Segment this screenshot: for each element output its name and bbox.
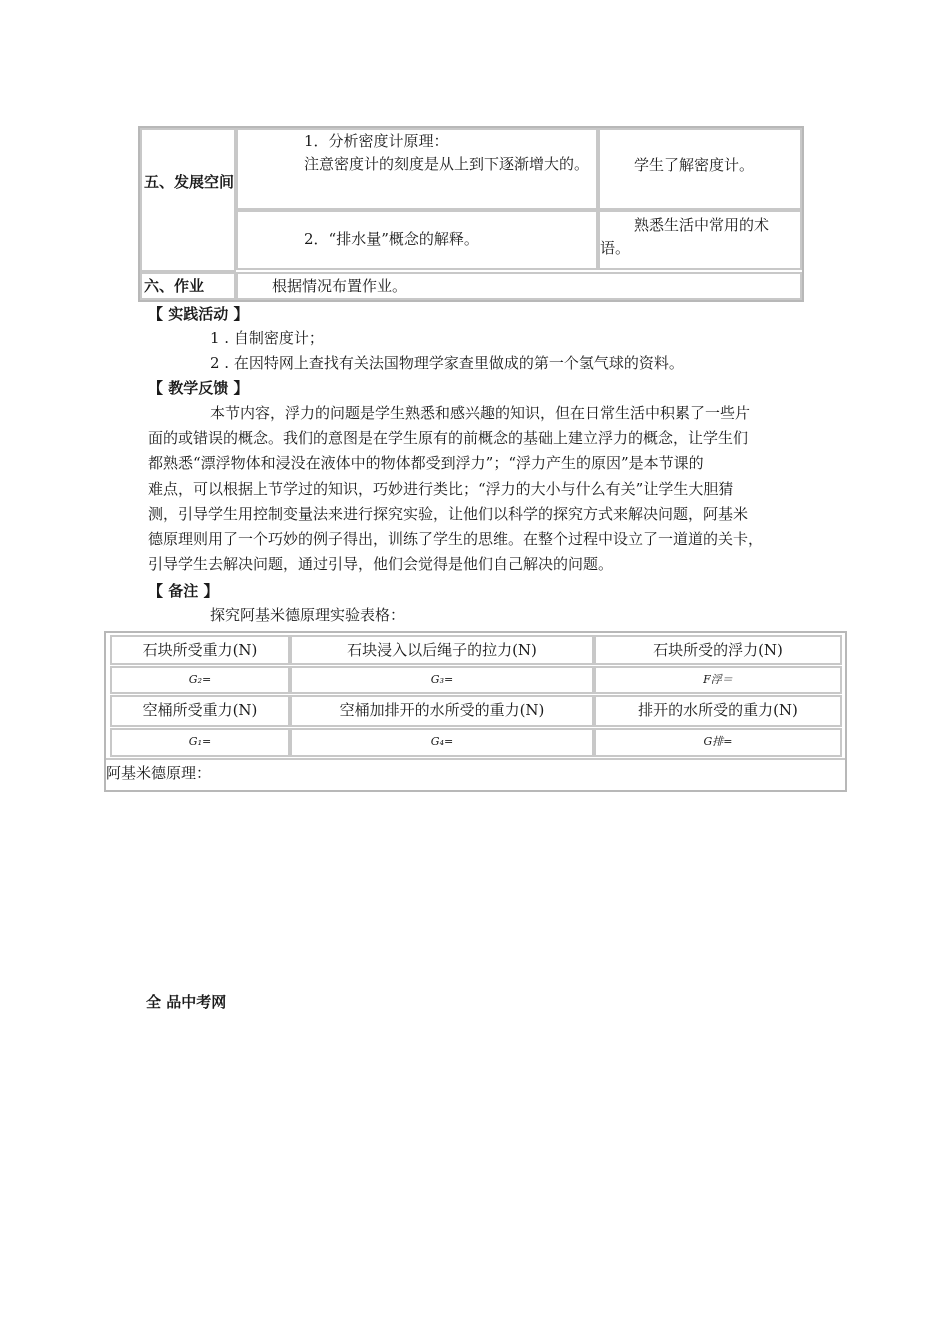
practice-item-2: 2 . 在因特网上查找有关法国物理学家查里做成的第一个氢气球的资料。 [210, 354, 684, 372]
experiment-table [104, 631, 847, 792]
row5-item1-line1: 1．分析密度计原理： [304, 132, 449, 150]
value-g2: G₂= [110, 666, 290, 694]
row5-item2: 2．“排水量”概念的解释。 [304, 230, 479, 248]
row6-content-cell [236, 272, 802, 300]
row5-label-cell [140, 128, 236, 272]
value-g1: G₁= [110, 728, 290, 757]
row5-item2-note: 熟悉生活中常用的术语。 [600, 216, 770, 257]
feedback-line-4: 难点，可以根据上节学过的知识，巧妙进行类比；“浮力的大小与什么有关”让学生大胆猜 [148, 480, 734, 498]
row5-label: 五、发展空间 [144, 173, 235, 191]
row5-item1-note: 学生了解密度计。 [634, 156, 755, 174]
row5-item1-note-cell [598, 128, 802, 210]
row6-content: 根据情况布置作业。 [272, 277, 408, 295]
header-bucket-plus-water: 空桶加排开的水所受的重力(N) [290, 695, 594, 727]
row5-item1-line2: 注意密度计的刻度是从上到下逐渐增大的。 [304, 155, 590, 173]
feedback-line-3: 都熟悉“漂浮物体和浸没在液体中的物体都受到浮力”；“浮力产生的原因”是本节课的 [148, 454, 704, 472]
feedback-line-6: 德原理则用了一个巧妙的例子得出，训练了学生的思维。在整个过程中设立了一道道的关卡， [148, 530, 764, 548]
conclusion-label: 阿基米德原理： [106, 764, 212, 782]
feedback-line-7: 引导学生去解决问题，通过引导，他们会觉得是他们自己解决的问题。 [148, 555, 614, 573]
row5-item2-cell [236, 210, 598, 270]
value-f-buoyancy: F浮＝ [594, 666, 842, 694]
value-g3: G₃= [290, 666, 594, 694]
feedback-line-2: 面的或错误的概念。我们的意图是在学生原有的前概念的基础上建立浮力的概念，让学生们 [148, 429, 749, 447]
value-g-displaced: G排= [594, 728, 842, 757]
row6-label: 六、作业 [144, 277, 205, 295]
row5-item2-note-cell [598, 210, 802, 270]
feedback-heading: 【 教学反馈 】 [148, 379, 249, 397]
header-rope-tension: 石块浸入以后绳子的拉力(N) [290, 635, 594, 665]
lesson-table [138, 126, 804, 302]
header-displaced-water: 排开的水所受的重力(N) [594, 695, 842, 727]
row5-item1-cell [236, 128, 598, 210]
footer-brand: 全 品中考网 [146, 993, 227, 1011]
header-stone-weight: 石块所受重力(N) [110, 635, 290, 665]
value-g4: G₄= [290, 728, 594, 757]
feedback-line-5: 测，引导学生用控制变量法来进行探究实验，让他们以科学的探究方式来解决问题，阿基米 [148, 505, 749, 523]
header-empty-bucket: 空桶所受重力(N) [110, 695, 290, 727]
header-buoyancy: 石块所受的浮力(N) [594, 635, 842, 665]
notes-heading: 【 备注 】 [148, 582, 219, 600]
table-caption: 探究阿基米德原理实验表格： [210, 606, 406, 624]
practice-heading: 【 实践活动 】 [148, 305, 249, 323]
practice-item-1: 1 . 自制密度计； [210, 329, 324, 347]
feedback-line-1: 本节内容，浮力的问题是学生熟悉和感兴趣的知识，但在日常生活中积累了一些片 [210, 404, 751, 422]
row6-label-cell [140, 272, 236, 300]
conclusion-row [106, 758, 845, 790]
